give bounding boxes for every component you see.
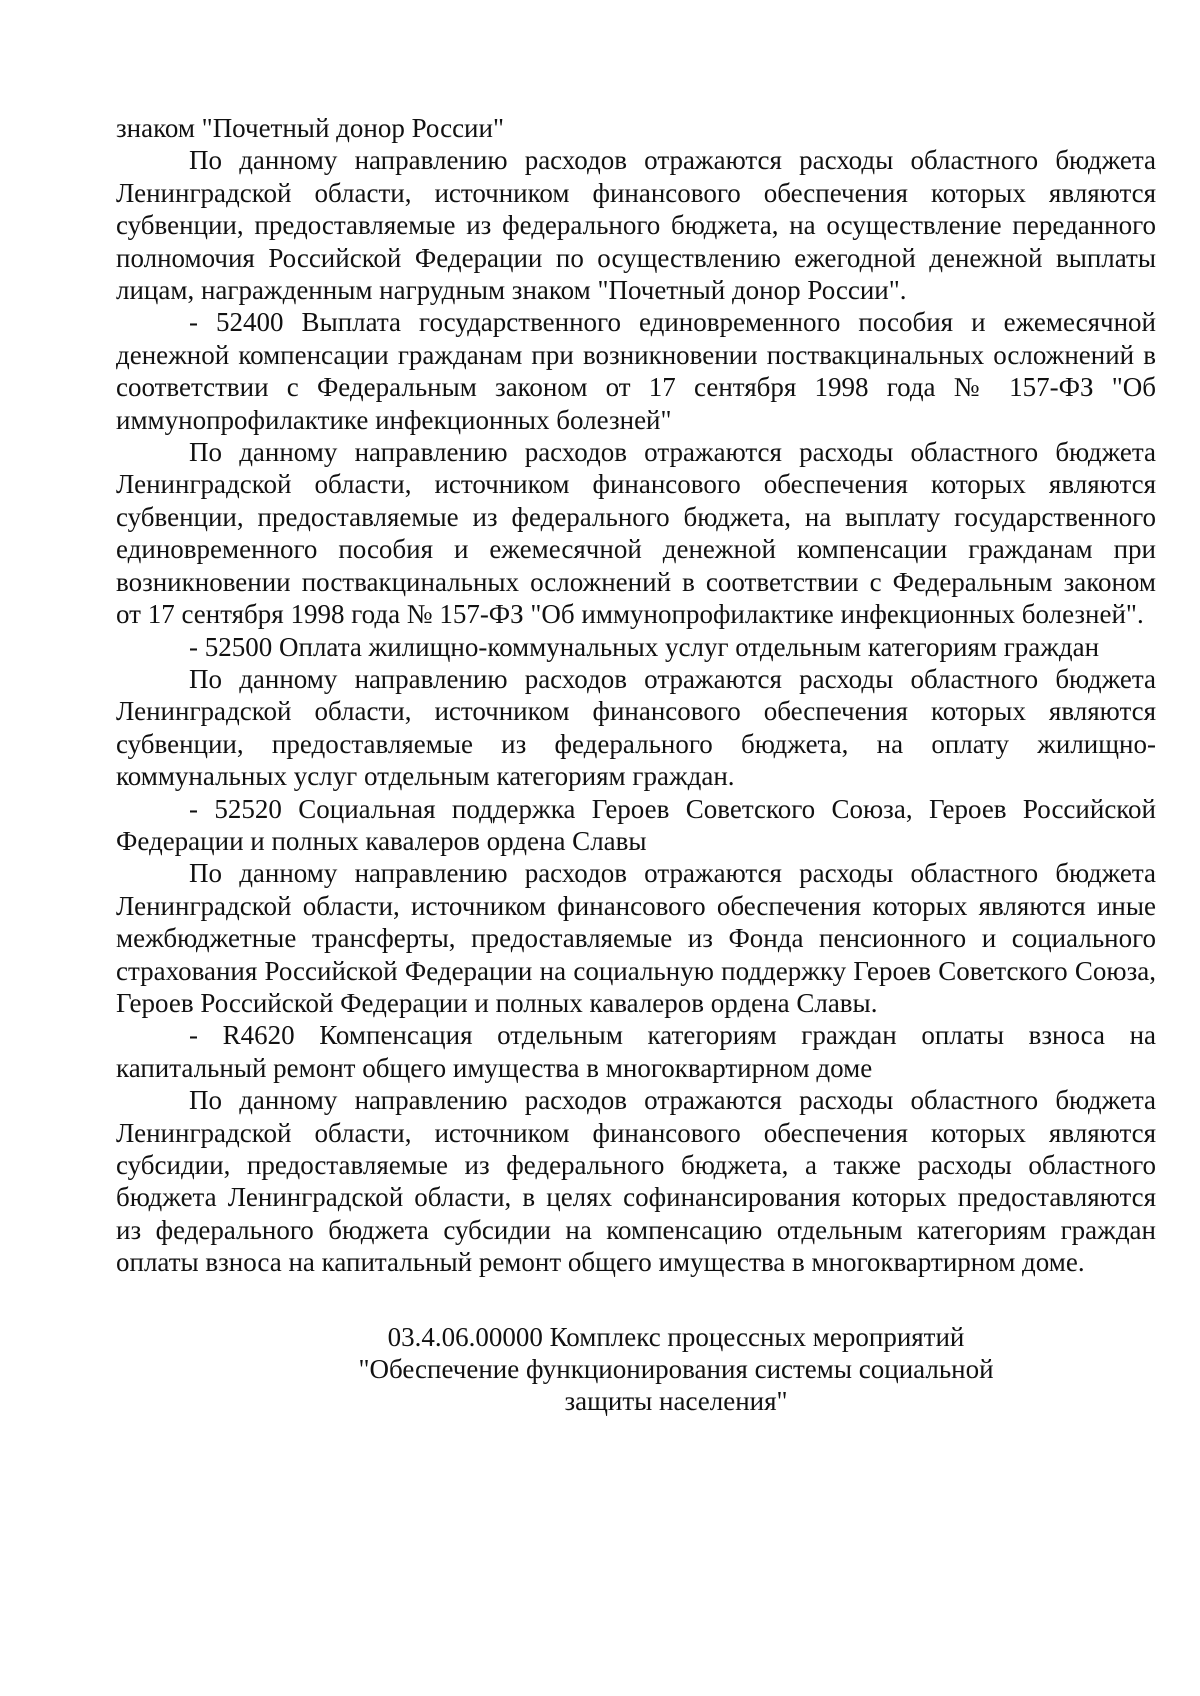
paragraph-item-r4620: - R4620 Компенсация отдельным категориям граждан оплаты взноса на капитальный ремонт общего имущества в многоквартирном доме	[116, 1020, 1156, 1083]
paragraph-item-52500: - 52500 Оплата жилищно-коммунальных услуг отдельным категориям граждан	[189, 631, 1100, 662]
paragraph-item-52400: - 52400 Выплата государственного единовременного пособия и ежемесячной денежной компенсации гражданам при возникновении поствакцинальных осложнений в соответствии с Федеральным законом от 17 сентября 1998 года № 157-ФЗ "Об иммунопрофилактике инфекционных болезней"	[116, 307, 1156, 435]
section-heading	[116, 1321, 1156, 1418]
section-heading-line-3: защиты населения"	[564, 1386, 788, 1417]
paragraph-description-r4620: По данному направлению расходов отражаются расходы областного бюджета Ленинградской области, источником финансового обеспечения которых являются субсидии, предоставляемые из федерального бюджета, а также расходы областного бюджета Ленинградской области, в целях софинансирования которых предоставляются из федерального бюджета субсидии на компенсацию отдельным категориям граждан оплаты взноса на капитальный ремонт общего имущества в многоквартирном доме.	[116, 1085, 1156, 1278]
paragraph-description-52520: По данному направлению расходов отражаются расходы областного бюджета Ленинградской области, источником финансового обеспечения которых являются иные межбюджетные трансферты, предоставляемые из Фонда пенсионного и социального страхования Российской Федерации на социальную поддержку Героев Советского Союза, Героев Российской Федерации и полных кавалеров ордена Славы.	[116, 858, 1156, 1018]
section-heading-line-2: "Обеспечение функционирования системы социальной	[358, 1354, 994, 1385]
section-heading-line-1: 03.4.06.00000 Комплекс процессных мероприятий	[387, 1321, 965, 1352]
paragraph-description-52500: По данному направлению расходов отражаются расходы областного бюджета Ленинградской области, источником финансового обеспечения которых являются субвенции, предоставляемые из федерального бюджета, на оплату жилищно-коммунальных услуг отдельным категориям граждан.	[116, 663, 1156, 792]
document-page	[116, 112, 1156, 1418]
paragraph-description-52400: По данному направлению расходов отражаются расходы областного бюджета Ленинградской области, источником финансового обеспечения которых являются субвенции, предоставляемые из федерального бюджета, на выплату государственного единовременного пособия и ежемесячной денежной компенсации гражданам при возникновении поствакцинальных осложнений в соответствии с Федеральным законом от 17 сентября 1998 года № 157-ФЗ "Об иммунопрофилактике инфекционных болезней".	[116, 437, 1156, 630]
paragraph-item-52520: - 52520 Социальная поддержка Героев Советского Союза, Героев Российской Федерации и полных кавалеров ордена Славы	[116, 793, 1156, 856]
paragraph-continuation: знаком "Почетный донор России"	[116, 113, 504, 143]
paragraph-description-donor: По данному направлению расходов отражаются расходы областного бюджета Ленинградской области, источником финансового обеспечения которых являются субвенции, предоставляемые из федерального бюджета, на осуществление переданного полномочия Российской Федерации по осуществлению ежегодной денежной выплаты лицам, награжденным нагрудным знаком "Почетный донор России".	[116, 145, 1156, 306]
